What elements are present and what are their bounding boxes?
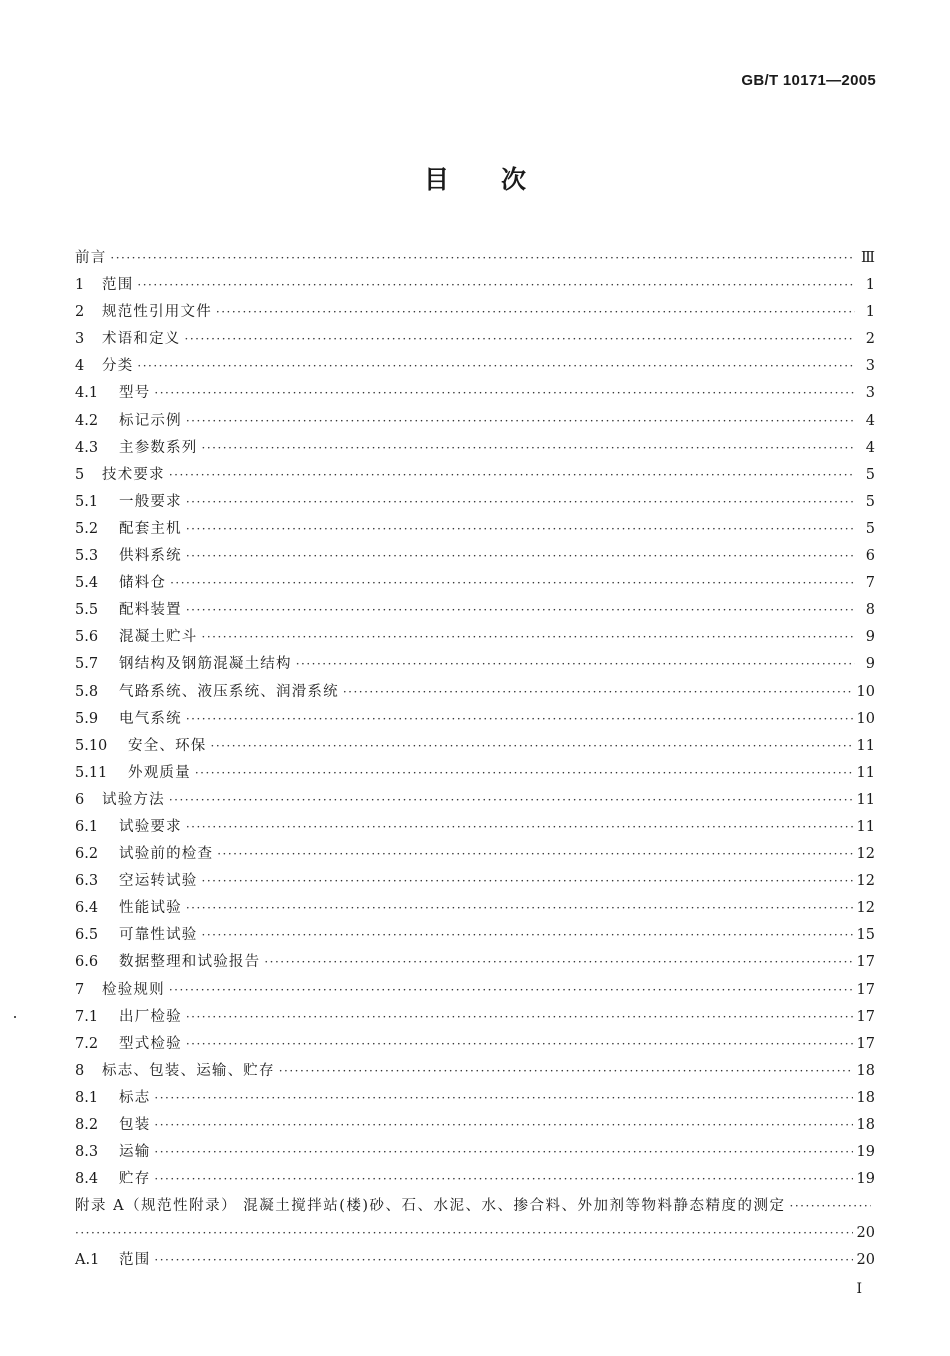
toc-appendix-continuation xyxy=(75,1220,875,1247)
dot-leader xyxy=(154,1247,852,1274)
toc-entry[interactable] xyxy=(75,922,875,949)
toc-entry-number: 4.3 xyxy=(75,439,99,456)
toc-entry-page: 11 xyxy=(856,791,875,808)
toc-entry-page: 11 xyxy=(856,764,875,781)
toc-entry-label: 数据整理和试验报告 xyxy=(119,954,261,971)
toc-entry-page: 17 xyxy=(856,1035,875,1052)
toc-entry-number: 5.5 xyxy=(75,602,99,619)
toc-entry-label: 标志 xyxy=(119,1089,151,1106)
dot-leader xyxy=(186,1004,853,1031)
toc-entry[interactable] xyxy=(75,1166,875,1193)
dot-leader xyxy=(154,1112,852,1139)
toc-entry[interactable] xyxy=(75,977,875,1004)
toc-entry-number: 6.6 xyxy=(75,954,99,971)
dot-leader xyxy=(202,868,853,895)
dot-leader xyxy=(154,380,855,407)
toc-entry-label: 配套主机 xyxy=(119,520,182,537)
dot-leader xyxy=(343,679,853,706)
toc-entry[interactable] xyxy=(75,868,875,895)
page-number: I xyxy=(856,1281,862,1297)
toc-entry-page: 12 xyxy=(856,846,875,863)
toc-entry-page: 11 xyxy=(856,737,875,754)
toc-entry-page: 17 xyxy=(856,954,875,971)
dot-leader xyxy=(154,1085,852,1112)
toc-entry-page: 3 xyxy=(865,385,875,402)
toc-entry-label: 前言 xyxy=(75,250,107,266)
dot-leader xyxy=(154,1139,852,1166)
toc-entry-label: 术语和定义 xyxy=(102,331,181,348)
toc-entry[interactable] xyxy=(75,841,875,868)
dot-leader xyxy=(186,895,853,922)
dot-leader xyxy=(186,543,855,570)
dot-leader xyxy=(169,977,853,1004)
dot-leader xyxy=(264,949,852,976)
toc-entry-label: 出厂检验 xyxy=(119,1008,182,1025)
toc-entry[interactable] xyxy=(75,245,875,272)
dot-leader xyxy=(790,1193,872,1220)
toc-entry-label: 安全、环保 xyxy=(128,737,207,754)
toc-entry-page: 10 xyxy=(856,683,875,700)
toc-entry[interactable] xyxy=(75,1139,875,1166)
toc-entry[interactable] xyxy=(75,543,875,570)
toc-entry-label: 范围 xyxy=(102,277,134,294)
table-of-contents xyxy=(75,245,875,1275)
dot-leader xyxy=(202,922,853,949)
toc-entry-number: 6 xyxy=(75,791,85,808)
toc-entry-number: 6.3 xyxy=(75,873,99,890)
toc-entry-label: 型号 xyxy=(119,385,151,402)
toc-entry-number: 5.9 xyxy=(75,710,99,727)
toc-entry-label: 范围 xyxy=(119,1252,151,1269)
toc-entry[interactable] xyxy=(75,1058,875,1085)
toc-entry-page: 20 xyxy=(856,1252,875,1269)
toc-entry[interactable] xyxy=(75,787,875,814)
toc-entry-label: 贮存 xyxy=(119,1171,151,1188)
toc-entry-label: 气路系统、液压系统、润滑系统 xyxy=(119,683,339,700)
toc-entry-page: 5 xyxy=(865,520,875,537)
standard-code: GB/T 10171—2005 xyxy=(741,72,876,89)
toc-entry[interactable] xyxy=(75,651,875,678)
dot-leader xyxy=(186,706,853,733)
toc-entry-label: 试验前的检查 xyxy=(119,846,214,863)
page-title: 目次 xyxy=(423,165,578,194)
toc-entry-label: 电气系统 xyxy=(119,710,182,727)
toc-entry-number: 1 xyxy=(75,277,85,294)
dot-leader xyxy=(279,1058,853,1085)
toc-entry-label: 供料系统 xyxy=(119,548,182,565)
dot-leader xyxy=(216,299,855,326)
toc-entry-number: 5.6 xyxy=(75,629,99,646)
toc-entry-page: Ⅲ xyxy=(861,250,875,266)
toc-entry-page: 5 xyxy=(865,466,875,483)
toc-entry-page: 7 xyxy=(865,575,875,592)
dot-leader xyxy=(186,814,853,841)
toc-entry-label: 分类 xyxy=(102,358,134,375)
toc-entry[interactable] xyxy=(75,760,875,787)
toc-entry-page: 9 xyxy=(865,656,875,673)
toc-entry[interactable] xyxy=(75,679,875,706)
toc-entry-number: 8.3 xyxy=(75,1144,99,1161)
toc-entry-label: 外观质量 xyxy=(128,764,191,781)
toc-entry-label: 标志、包装、运输、贮存 xyxy=(102,1062,275,1079)
toc-entry-page: 19 xyxy=(856,1144,875,1161)
toc-entry-label: 主参数系列 xyxy=(119,439,198,456)
toc-entry[interactable] xyxy=(75,1031,875,1058)
toc-entry-page: 1 xyxy=(865,277,875,294)
toc-entry-page: 4 xyxy=(865,439,875,456)
toc-entry-page: 8 xyxy=(865,602,875,619)
toc-entry-page: 2 xyxy=(865,331,875,348)
toc-entry-page: 19 xyxy=(856,1171,875,1188)
dot-leader xyxy=(137,272,855,299)
toc-entry[interactable] xyxy=(75,272,875,299)
toc-entry-label: 钢结构及钢筋混凝土结构 xyxy=(119,656,292,673)
toc-entry-number: A.1 xyxy=(75,1252,100,1269)
toc-entry-page: 12 xyxy=(856,873,875,890)
toc-entry[interactable] xyxy=(75,733,875,760)
toc-entry[interactable] xyxy=(75,462,875,489)
toc-entry-page: 12 xyxy=(856,900,875,917)
toc-entry-page: 1 xyxy=(865,304,875,321)
toc-entry-number: 5.1 xyxy=(75,493,99,510)
toc-entry-number: 4.2 xyxy=(75,412,99,429)
toc-appendix-label: 附录 A（规范性附录） 混凝土搅拌站(楼)砂、石、水泥、水、掺合料、外加剂等物料静态精度的测定 xyxy=(75,1198,786,1215)
toc-entry-page: 9 xyxy=(865,629,875,646)
toc-entry-number: 6.5 xyxy=(75,927,99,944)
toc-entry[interactable] xyxy=(75,1112,875,1139)
toc-entry-number: 5.10 xyxy=(75,737,108,754)
toc-entry-label: 包装 xyxy=(119,1117,151,1133)
toc-entry[interactable] xyxy=(75,489,875,516)
toc-entry[interactable] xyxy=(75,326,875,353)
toc-entry-number: 6.1 xyxy=(75,818,99,835)
dot-leader xyxy=(169,462,855,489)
toc-entry-number: 8 xyxy=(75,1062,85,1079)
toc-entry-label: 混凝土贮斗 xyxy=(119,629,198,646)
toc-entry-label: 型式检验 xyxy=(119,1035,182,1052)
toc-entry-number: 6.4 xyxy=(75,900,99,917)
dot-leader xyxy=(186,1031,853,1058)
toc-entry[interactable] xyxy=(75,353,875,380)
dot-leader xyxy=(202,435,856,462)
toc-entry[interactable] xyxy=(75,624,875,651)
toc-entry[interactable] xyxy=(75,597,875,624)
toc-entry-page: 11 xyxy=(856,818,875,835)
toc-entry[interactable] xyxy=(75,949,875,976)
toc-entry-label: 试验方法 xyxy=(102,791,165,808)
toc-entry-page: 18 xyxy=(856,1089,875,1106)
toc-entry-number: 7.2 xyxy=(75,1035,99,1052)
toc-entry-number: 5.7 xyxy=(75,656,99,673)
toc-entry-label: 试验要求 xyxy=(119,818,182,835)
toc-entry-number: 2 xyxy=(75,304,85,321)
toc-entry-label: 运输 xyxy=(119,1144,151,1161)
toc-entry-label: 可靠性试验 xyxy=(119,927,198,944)
toc-entry-label: 标记示例 xyxy=(119,412,182,429)
toc-entry[interactable] xyxy=(75,435,875,462)
toc-entry-label: 检验规则 xyxy=(102,981,165,998)
toc-entry-number: 5.4 xyxy=(75,575,99,592)
dot-leader xyxy=(217,841,852,868)
toc-entry[interactable] xyxy=(75,408,875,435)
dot-leader xyxy=(154,1166,852,1193)
toc-entry-label: 空运转试验 xyxy=(119,873,198,890)
dot-leader xyxy=(110,245,855,272)
dot-leader xyxy=(170,570,855,597)
dot-leader xyxy=(186,516,855,543)
toc-entry[interactable] xyxy=(75,1004,875,1031)
toc-entry[interactable] xyxy=(75,299,875,326)
toc-entry-page: 4 xyxy=(865,412,875,429)
scan-speck xyxy=(14,1016,16,1018)
toc-entry[interactable] xyxy=(75,706,875,733)
dot-leader xyxy=(186,489,855,516)
toc-entry-number: 6.2 xyxy=(75,846,99,863)
dot-leader xyxy=(185,326,856,353)
toc-entry-page: 10 xyxy=(856,710,875,727)
toc-entry-number: 3 xyxy=(75,331,85,348)
toc-entry-label: 配料装置 xyxy=(119,602,182,619)
toc-entry-number: 5.8 xyxy=(75,683,99,700)
toc-entry-label: 一般要求 xyxy=(119,493,182,510)
toc-appendix-page: 20 xyxy=(856,1225,875,1242)
dot-leader xyxy=(211,733,853,760)
toc-entry-label: 技术要求 xyxy=(102,466,165,483)
toc-entry-number: 5.2 xyxy=(75,520,99,537)
toc-entry-page: 3 xyxy=(865,358,875,375)
dot-leader xyxy=(195,760,853,787)
toc-entry-page: 18 xyxy=(856,1062,875,1079)
toc-entry[interactable] xyxy=(75,516,875,543)
toc-entry-page: 6 xyxy=(865,548,875,565)
toc-entry-label: 储料仓 xyxy=(119,575,167,592)
toc-entry[interactable] xyxy=(75,1085,875,1112)
toc-entry-number: 4 xyxy=(75,358,85,375)
toc-entry-number: 7.1 xyxy=(75,1008,99,1025)
dot-leader xyxy=(186,408,855,435)
toc-entry-label: 规范性引用文件 xyxy=(102,304,212,321)
toc-entry[interactable] xyxy=(75,895,875,922)
toc-entry-label: 性能试验 xyxy=(119,900,182,917)
toc-appendix-entry[interactable] xyxy=(75,1193,875,1220)
toc-entry[interactable] xyxy=(75,814,875,841)
dot-leader xyxy=(169,787,853,814)
toc-entry-page: 18 xyxy=(856,1117,875,1133)
toc-entry-number: 8.1 xyxy=(75,1089,99,1106)
toc-entry[interactable] xyxy=(75,570,875,597)
toc-entry-number: 8.4 xyxy=(75,1171,99,1188)
toc-entry[interactable] xyxy=(75,1247,875,1274)
toc-entry-number: 5 xyxy=(75,466,85,483)
toc-entry-page: 15 xyxy=(856,927,875,944)
dot-leader xyxy=(296,651,855,678)
dot-leader xyxy=(186,597,855,624)
dot-leader xyxy=(75,1220,853,1247)
toc-entry-page: 17 xyxy=(856,1008,875,1025)
toc-entry-page: 5 xyxy=(865,493,875,510)
toc-entry[interactable] xyxy=(75,380,875,407)
toc-entry-number: 7 xyxy=(75,981,85,998)
dot-leader xyxy=(137,353,855,380)
toc-entry-page: 17 xyxy=(856,981,875,998)
toc-entry-number: 8.2 xyxy=(75,1117,99,1133)
toc-entry-number: 4.1 xyxy=(75,385,99,402)
toc-entry-number: 5.11 xyxy=(75,764,108,781)
dot-leader xyxy=(202,624,856,651)
toc-entry-number: 5.3 xyxy=(75,548,99,565)
